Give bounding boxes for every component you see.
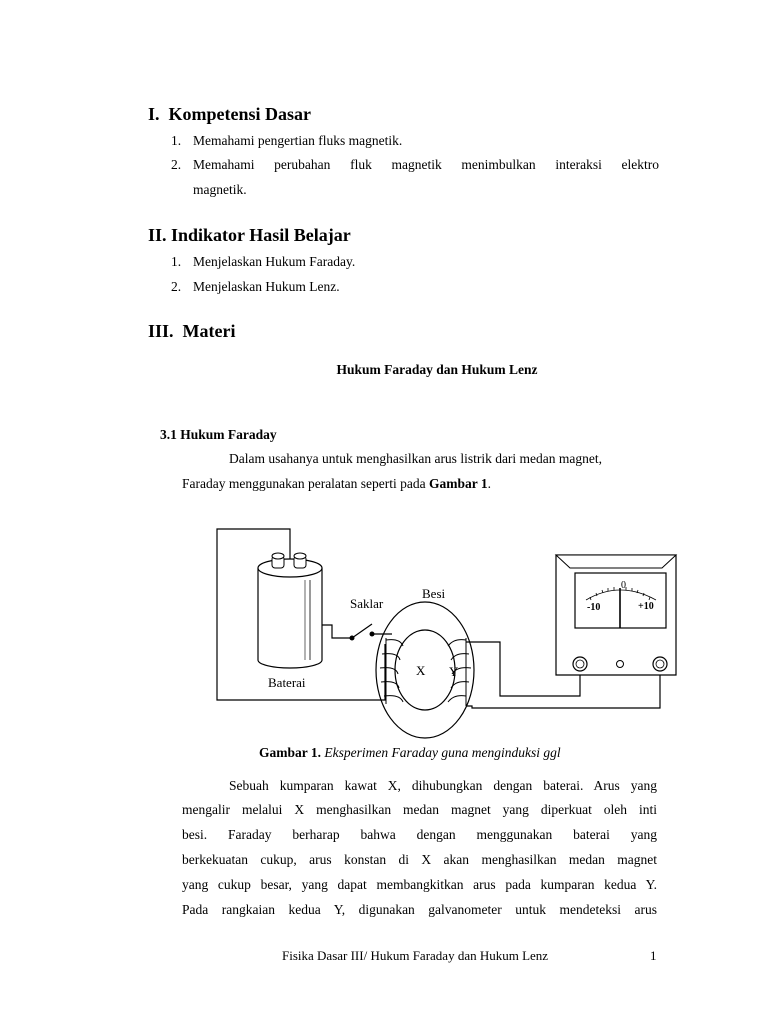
list-text: Memahami perubahan fluk magnetik menimbulkan interaksi elektro [193, 157, 659, 172]
list-text: Menjelaskan Hukum Lenz. [193, 279, 340, 294]
list-number: 1. [171, 254, 182, 269]
paragraph-line [182, 877, 657, 893]
paragraph-line-text: berkekuatan cukup, arus konstan di X akan menghasilkan medan magnet [182, 852, 657, 867]
section-heading-1 [148, 104, 311, 125]
figure-caption [259, 745, 561, 761]
section-number: I. [148, 104, 160, 124]
coil-y-label: Y [449, 664, 459, 679]
section-number: III. [148, 321, 174, 341]
dial-zero-label: 0 [621, 580, 626, 591]
list-text: Memahami pengertian fluks magnetik. [193, 133, 403, 148]
page-footer-text: Fisika Dasar III/ Hukum Faraday dan Hukum Lenz [282, 948, 549, 963]
caption-label: Gambar 1. [259, 745, 322, 760]
section-title: Indikator Hasil Belajar [171, 225, 351, 245]
paragraph-line-text: besi. Faraday berharap bahwa dengan menggunakan baterai yang [182, 827, 657, 842]
section-heading-2 [148, 225, 351, 246]
paragraph-line [182, 827, 657, 843]
paragraph-line [182, 902, 657, 918]
faraday-experiment-diagram [210, 520, 680, 745]
list-number: 1. [171, 133, 182, 148]
list-text-continuation: magnetik. [193, 182, 247, 197]
section-title: Materi [182, 321, 236, 341]
section-heading-3 [148, 321, 235, 342]
paragraph-line-text: mengalir melalui X menghasilkan medan magnet yang diperkuat oleh inti [182, 802, 657, 817]
page-number: 1 [650, 948, 657, 963]
list-item [171, 157, 659, 175]
paragraph-line [229, 778, 657, 794]
figure-reference: Gambar 1 [429, 476, 488, 491]
galvanometer [556, 555, 676, 675]
baterai-label: Baterai [268, 675, 306, 690]
besi-label: Besi [422, 586, 446, 601]
coil-x-label: X [416, 663, 426, 678]
paragraph-line-text: Sebuah kumparan kawat X, dihubungkan dengan baterai. Arus yang [229, 778, 657, 793]
intro-line: Dalam usahanya untuk menghasilkan arus listrik dari medan magnet, [229, 451, 603, 466]
dial-minus-label: -10 [587, 602, 601, 613]
battery [258, 553, 322, 668]
dial-plus-label: +10 [638, 601, 654, 612]
intro-text: Faraday menggunakan peralatan seperti pada [182, 476, 430, 491]
switch-wire [322, 625, 350, 638]
paragraph-line [182, 802, 657, 818]
saklar-label: Saklar [350, 596, 384, 611]
list-number: 2. [171, 157, 182, 172]
section-number: II. [148, 225, 167, 245]
caption-text: Eksperimen Faraday guna menginduksi ggl [324, 745, 561, 760]
list-text: Menjelaskan Hukum Faraday. [193, 254, 356, 269]
paragraph-line-text: yang cukup besar, yang dapat membangkitkan arus pada kumparan kedua Y. [182, 877, 657, 892]
list-number: 2. [171, 279, 182, 294]
intro-punct: . [487, 476, 492, 491]
list-item [171, 279, 671, 297]
list-item [171, 254, 671, 272]
list-item [171, 133, 671, 151]
paragraph-line [182, 852, 657, 868]
materi-subtitle: Hukum Faraday dan Hukum Lenz [336, 362, 538, 377]
section-title: Kompetensi Dasar [168, 104, 312, 124]
intro-line [182, 476, 491, 492]
subsection-title: 3.1 Hukum Faraday [160, 427, 277, 442]
paragraph-line-text: Pada rangkaian kedua Y, digunakan galvanometer untuk mendeteksi arus [182, 902, 657, 917]
